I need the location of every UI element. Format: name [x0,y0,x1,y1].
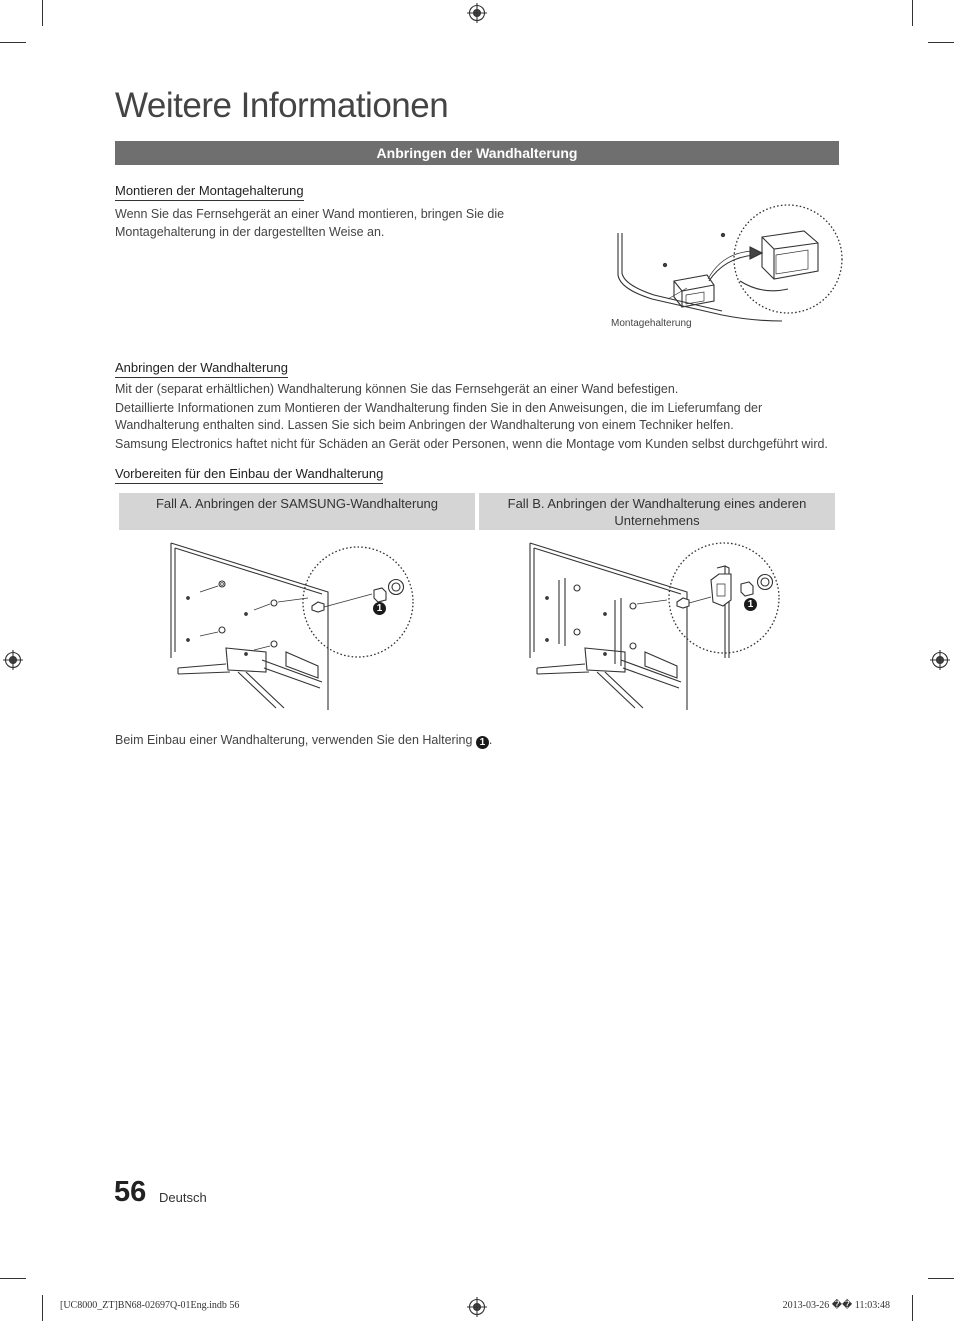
crop-mark [0,1278,26,1279]
crop-mark [928,42,954,43]
page-number: 56 [114,1176,147,1208]
language-label: Deutsch [159,1190,207,1205]
crop-mark [42,1295,43,1321]
text-line: Wenn Sie das Fernsehgerät an einer Wand montieren, bringen Sie die [115,207,505,221]
case-b-header [479,493,835,530]
wall-mount-text [115,381,828,453]
print-file-info: [UC8000_ZT]BN68-02697Q-01Eng.indb 56 [60,1300,240,1311]
page-title: Weitere Informationen [115,86,449,125]
print-timestamp: 2013-03-26 �� 11:03:48 [782,1300,890,1311]
crop-mark [928,1278,954,1279]
retaining-ring-marker: 1 [476,736,489,749]
registration-mark-icon [3,650,23,670]
section-header: Anbringen der Wandhalterung [115,141,839,165]
crop-mark [912,0,913,26]
registration-mark-icon [467,3,487,23]
note-text: Beim Einbau einer Wandhalterung, verwenden Sie den Haltering [115,733,473,747]
text-line: Fall B. Anbringen der Wandhalterung eines anderen [507,496,807,511]
subheading-mount-bracket: Montieren der Montagehalterung [115,183,304,201]
paragraph: Mit der (separat erhältlichen) Wandhalterung können Sie das Fernsehgerät an einer Wand befestigen. [115,382,679,396]
case-b-illustration [527,540,783,712]
subheading-wall-mount: Anbringen der Wandhalterung [115,360,288,378]
registration-mark-icon [930,650,950,670]
retaining-ring-marker: 1 [744,598,757,611]
case-a-header: Fall A. Anbringen der SAMSUNG-Wandhalterung [119,493,475,530]
retaining-ring-marker: 1 [373,602,386,615]
paragraph: Samsung Electronics haftet nicht für Schäden an Gerät oder Personen, wenn die Montage vom Kunden selbst durchgeführt wird. [115,436,828,451]
note-period: . [488,733,493,747]
text-line: Detaillierte Informationen zum Montieren der Wandhalterung finden Sie in den Anweisungen, die im Lieferumfang der [115,400,763,415]
text-line: Wandhalterung enthalten sind. Lassen Sie sich beim Anbringen der Wandhalterung von einem Techniker helfen. [115,418,734,432]
mount-bracket-text [115,206,504,241]
crop-mark [42,0,43,26]
registration-mark-icon [467,1297,487,1317]
retaining-ring-note [115,732,492,750]
crop-mark [912,1295,913,1321]
crop-mark [0,42,26,43]
text-line: Unternehmens [614,513,700,528]
text-line: Montagehalterung in der dargestellten Weise an. [115,224,385,239]
case-a-illustration [168,540,418,712]
mount-bracket-illustration [612,203,840,325]
figure-caption: Montagehalterung [611,318,692,329]
subheading-prep: Vorbereiten für den Einbau der Wandhalterung [115,466,383,484]
